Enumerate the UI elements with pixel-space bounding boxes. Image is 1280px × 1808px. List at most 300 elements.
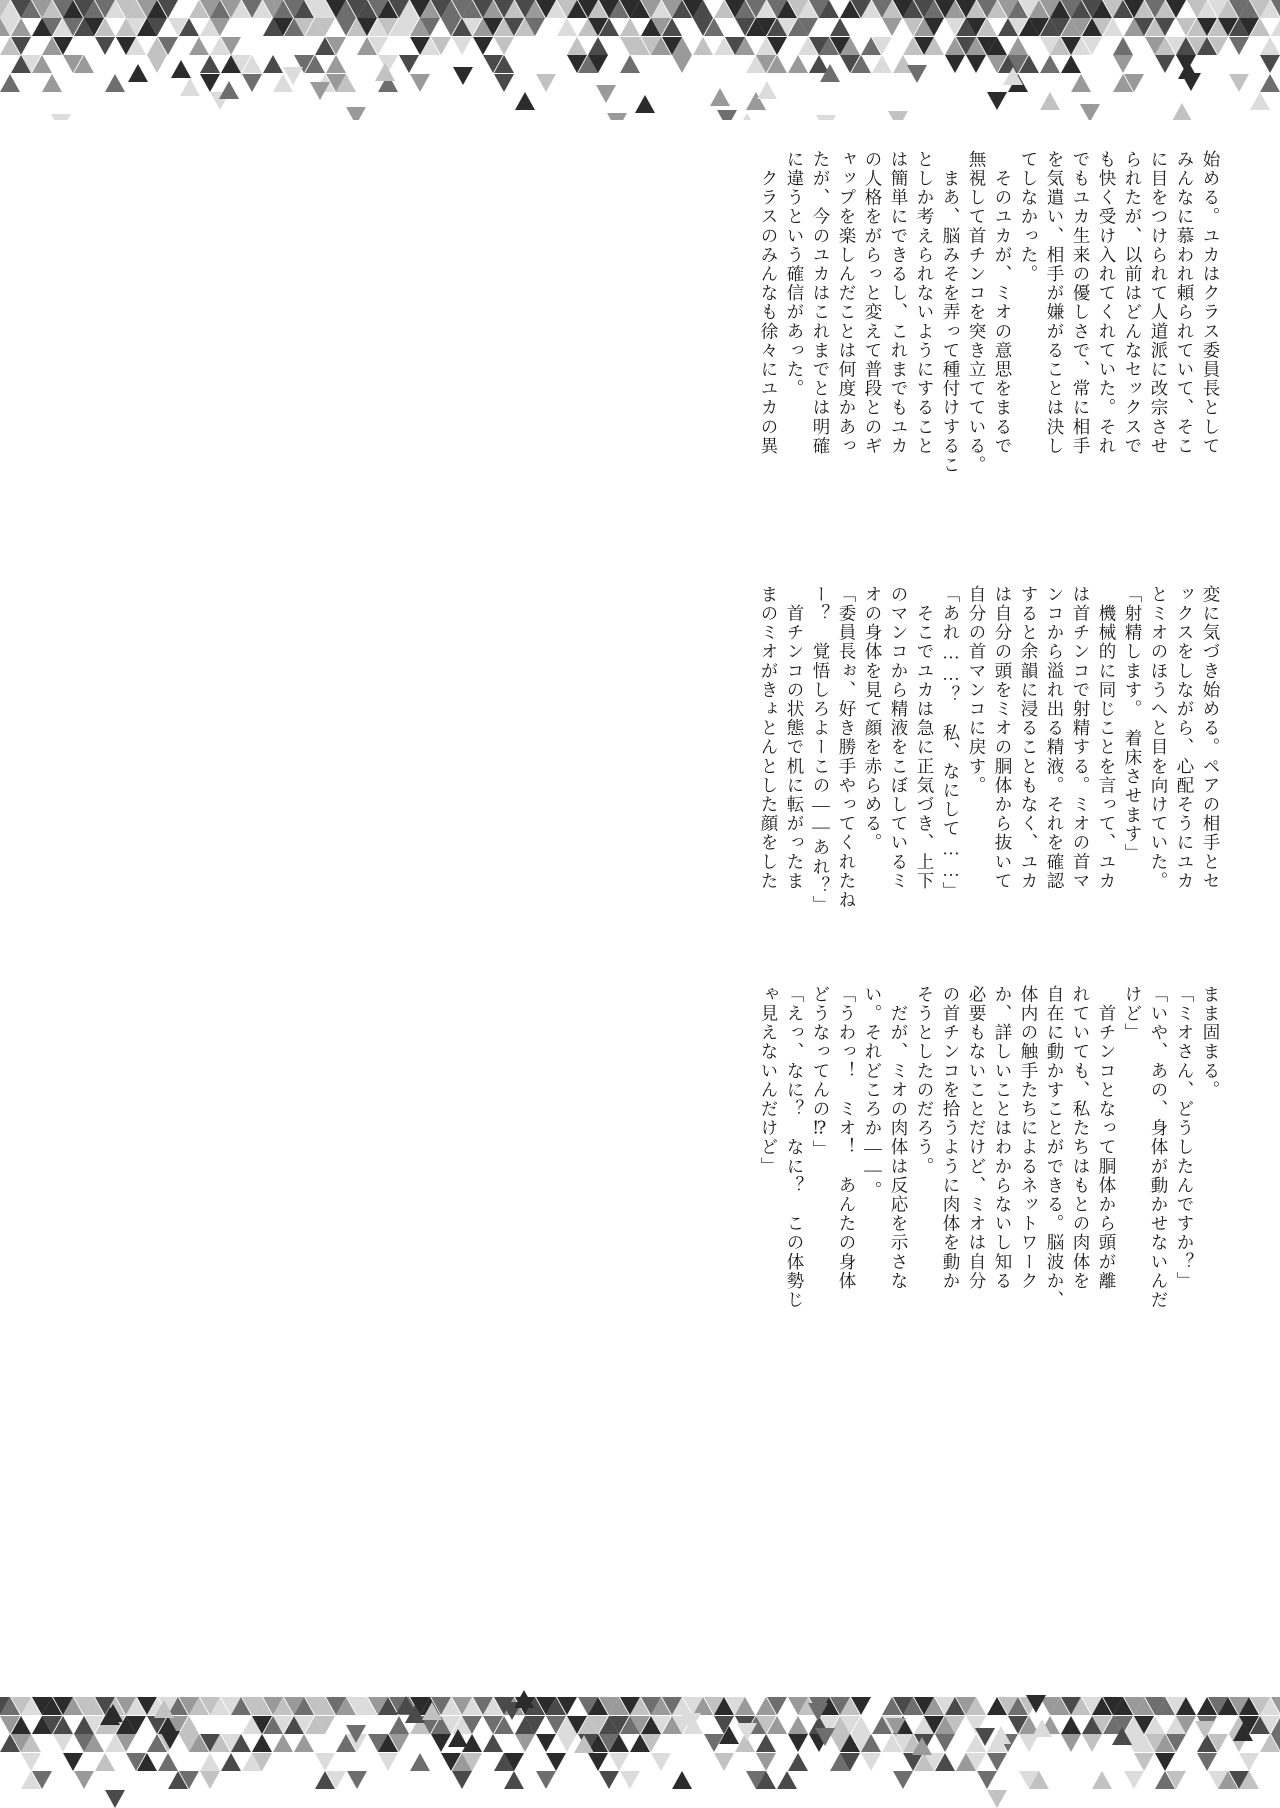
triangle-decoration <box>116 1734 136 1752</box>
triangle-decoration <box>378 1753 398 1771</box>
triangle-decoration <box>74 1734 94 1752</box>
triangle-decoration <box>154 1700 174 1718</box>
triangle-decoration <box>607 113 627 121</box>
triangle-decoration <box>42 18 62 36</box>
triangle-decoration <box>808 1703 828 1721</box>
triangle-decoration <box>462 1697 482 1715</box>
triangle-decoration <box>914 1716 934 1734</box>
triangle-decoration <box>945 0 965 18</box>
triangle-decoration <box>1208 37 1228 55</box>
text-column: 自在に動かすことができる。脳波か、 <box>1045 985 1065 1310</box>
triangle-decoration <box>1166 1697 1186 1715</box>
triangle-decoration <box>767 0 787 18</box>
triangle-decoration <box>756 55 776 73</box>
triangle-decoration <box>32 18 52 36</box>
triangle-decoration <box>1019 1771 1039 1789</box>
triangle-decoration <box>1218 18 1238 36</box>
triangle-decoration <box>294 1716 314 1734</box>
triangle-decoration <box>1040 37 1060 55</box>
triangle-decoration <box>1124 18 1144 36</box>
triangle-decoration <box>1134 1753 1154 1771</box>
triangle-decoration <box>515 18 535 36</box>
triangle-decoration <box>1092 18 1112 36</box>
triangle-decoration <box>420 37 440 55</box>
triangle-decoration <box>1019 18 1039 36</box>
triangle-decoration <box>336 18 356 36</box>
triangle-decoration <box>662 1716 682 1734</box>
triangle-decoration <box>0 1716 20 1734</box>
triangle-decoration <box>788 18 808 36</box>
triangle-decoration <box>116 37 136 55</box>
triangle-decoration <box>851 1734 871 1752</box>
triangle-decoration <box>32 55 52 73</box>
triangle-decoration <box>137 18 157 36</box>
triangle-decoration <box>914 1753 934 1771</box>
triangle-decoration <box>798 0 818 18</box>
triangle-decoration <box>1195 1721 1215 1739</box>
triangle-decoration <box>473 0 493 18</box>
triangle-decoration <box>987 0 1007 18</box>
triangle-decoration <box>221 1734 241 1752</box>
triangle-decoration <box>840 0 860 18</box>
triangle-decoration <box>242 74 262 92</box>
triangle-decoration <box>63 18 83 36</box>
triangle-decoration <box>1112 1727 1132 1745</box>
triangle-decoration <box>914 0 934 18</box>
text-column: も快く受け入れてくれていた。それ <box>1097 150 1117 456</box>
triangle-decoration <box>53 1734 73 1752</box>
triangle-decoration <box>630 1734 650 1752</box>
triangle-decoration <box>662 18 682 36</box>
triangle-decoration <box>1113 37 1133 55</box>
triangle-decoration <box>315 74 335 92</box>
triangle-decoration <box>1032 1719 1052 1737</box>
triangle-decoration <box>32 1697 52 1715</box>
triangle-decoration <box>893 1716 913 1734</box>
triangle-decoration <box>389 1716 409 1734</box>
triangle-decoration <box>1250 18 1270 36</box>
triangle-decoration <box>410 74 430 92</box>
triangle-decoration <box>378 1697 398 1715</box>
triangle-decoration <box>714 1753 734 1771</box>
triangle-decoration <box>737 113 757 120</box>
triangle-decoration <box>557 18 577 36</box>
triangle-decoration <box>735 0 755 18</box>
triangle-decoration <box>32 1771 52 1789</box>
triangle-decoration <box>588 0 608 18</box>
triangle-decoration <box>273 1697 293 1715</box>
triangle-decoration <box>158 1753 178 1771</box>
triangle-decoration <box>914 37 934 55</box>
triangle-decoration <box>882 18 902 36</box>
triangle-decoration <box>1113 1716 1133 1734</box>
triangle-decoration <box>420 1697 440 1715</box>
triangle-decoration <box>473 18 493 36</box>
triangle-decoration <box>1260 1734 1280 1752</box>
triangle-decoration <box>819 1697 839 1715</box>
triangle-decoration <box>103 1704 123 1722</box>
triangle-decoration <box>1233 1723 1253 1741</box>
triangle-decoration <box>998 55 1018 73</box>
triangle-decoration <box>987 37 1007 55</box>
triangle-decoration <box>1092 1716 1112 1734</box>
triangle-decoration <box>820 64 840 82</box>
triangle-decoration <box>11 1697 31 1715</box>
triangle-decoration <box>1271 1697 1280 1715</box>
triangle-decoration <box>0 1734 20 1752</box>
triangle-decoration <box>882 1716 902 1734</box>
triangle-decoration <box>746 92 766 110</box>
triangle-decoration <box>158 1716 178 1734</box>
triangle-decoration <box>1008 0 1028 18</box>
triangle-decoration <box>189 0 209 18</box>
triangle-decoration <box>1103 1697 1123 1715</box>
triangle-decoration <box>1208 0 1228 18</box>
triangle-decoration <box>483 55 503 73</box>
triangle-decoration <box>966 0 986 18</box>
text-column: どうなってんの⁉」 <box>811 985 831 1160</box>
triangle-decoration <box>1019 1734 1039 1752</box>
triangle-decoration <box>1145 37 1165 55</box>
triangle-decoration <box>452 1716 472 1734</box>
text-column: まのミオがきょとんとした顔をした <box>759 585 779 891</box>
triangle-decoration <box>273 74 293 92</box>
triangle-decoration <box>32 0 52 18</box>
triangle-decoration <box>1239 0 1259 18</box>
text-column: そこでユカは急に正気づき、上下 <box>915 585 935 891</box>
triangle-decoration <box>1166 0 1186 18</box>
triangle-decoration <box>504 0 524 18</box>
triangle-decoration <box>1050 1697 1070 1715</box>
triangle-decoration <box>1239 1771 1259 1789</box>
triangle-decoration <box>147 37 167 55</box>
triangle-decoration <box>998 1697 1018 1715</box>
triangle-decoration <box>767 18 787 36</box>
triangle-decoration <box>599 18 619 36</box>
triangle-decoration <box>1071 37 1091 55</box>
triangle-decoration <box>21 1771 41 1789</box>
triangle-decoration <box>1208 18 1228 36</box>
text-column: を気遣い、相手が嫌がることは決し <box>1045 150 1065 456</box>
triangle-decoration <box>21 0 41 18</box>
triangle-decoration <box>137 1753 157 1771</box>
triangle-decoration <box>1113 0 1133 18</box>
triangle-decoration <box>567 37 587 55</box>
triangle-decoration <box>375 63 395 81</box>
triangle-decoration <box>231 1734 251 1752</box>
triangle-decoration <box>1250 92 1270 110</box>
text-column: ンコから溢れ出る精液。それを確認 <box>1045 585 1065 891</box>
triangle-decoration <box>0 0 20 18</box>
triangle-decoration <box>977 37 997 55</box>
text-column: すると余韻に浸ることもなく、ユカ <box>1019 585 1039 891</box>
triangle-decoration <box>599 0 619 18</box>
triangle-decoration <box>105 1790 125 1808</box>
triangle-decoration <box>809 37 829 55</box>
triangle-decoration <box>975 1728 995 1746</box>
triangle-decoration <box>1040 55 1060 73</box>
triangle-decoration <box>651 18 671 36</box>
triangle-decoration <box>635 95 655 113</box>
triangle-decoration <box>1103 18 1123 36</box>
triangle-decoration <box>641 18 661 36</box>
text-column: ックスをしながら、心配そうにユカ <box>1175 585 1195 891</box>
triangle-decoration <box>473 37 493 55</box>
triangle-decoration <box>851 0 871 18</box>
triangle-decoration <box>1003 67 1023 85</box>
triangle-decoration <box>588 1697 608 1715</box>
text-column: られたが、以前はどんなセックスで <box>1123 150 1143 456</box>
triangle-decoration <box>630 0 650 18</box>
triangle-decoration <box>599 1734 619 1752</box>
triangle-decoration <box>756 18 776 36</box>
text-column: れていても、私たちはもとの肉体を <box>1071 985 1091 1291</box>
triangle-decoration <box>620 18 640 36</box>
triangle-decoration <box>221 1753 241 1771</box>
triangle-decoration <box>746 1716 766 1734</box>
triangle-decoration <box>1260 1697 1280 1715</box>
triangle-decoration <box>53 0 73 18</box>
triangle-decoration <box>672 1716 692 1734</box>
triangle-decoration <box>767 1716 787 1734</box>
triangle-decoration <box>1145 1697 1165 1715</box>
triangle-decoration <box>1008 37 1028 55</box>
triangle-decoration <box>515 1716 535 1734</box>
triangle-decoration <box>588 1753 608 1771</box>
triangle-decoration <box>681 1713 701 1731</box>
triangle-decoration <box>1134 1716 1154 1734</box>
triangle-decoration <box>725 37 745 55</box>
triangle-decoration <box>819 37 839 55</box>
triangle-decoration <box>924 0 944 18</box>
triangle-decoration <box>283 67 303 85</box>
text-column: 「ミオさん、どうしたんですか？」 <box>1175 985 1195 1291</box>
triangle-decoration <box>1197 1753 1217 1771</box>
triangle-decoration <box>714 1697 734 1715</box>
triangle-decoration <box>357 1697 377 1715</box>
triangle-decoration <box>630 37 650 55</box>
triangle-decoration <box>368 0 388 18</box>
triangle-decoration <box>830 1716 850 1734</box>
triangle-decoration <box>294 0 314 18</box>
triangle-decoration <box>441 0 461 18</box>
text-block-1 <box>754 150 1222 550</box>
triangle-decoration <box>483 18 503 36</box>
triangle-decoration <box>42 74 62 92</box>
triangle-decoration <box>252 1697 272 1715</box>
triangle-decoration <box>620 1716 640 1734</box>
triangle-decoration <box>672 0 692 18</box>
triangle-decoration <box>1271 1734 1280 1752</box>
triangle-decoration <box>1008 1716 1028 1734</box>
triangle-decoration <box>714 1716 734 1734</box>
triangle-decoration <box>987 1753 1007 1771</box>
triangle-decoration <box>1050 37 1070 55</box>
triangle-decoration <box>798 18 818 36</box>
triangle-decoration <box>326 1771 346 1789</box>
triangle-decoration <box>1082 1716 1102 1734</box>
triangle-decoration <box>452 37 472 55</box>
triangle-decoration <box>893 0 913 18</box>
text-column: ャップを楽しんだことは何度かあっ <box>837 150 857 456</box>
triangle-decoration <box>452 1771 472 1789</box>
triangle-decoration <box>861 37 881 55</box>
triangle-decoration <box>987 55 1007 73</box>
triangle-decoration <box>609 1753 629 1771</box>
triangle-decoration <box>63 0 83 18</box>
triangle-decoration <box>200 55 220 73</box>
text-column: 変に気づき始める。ペアの相手とセ <box>1201 585 1221 891</box>
triangle-decoration <box>126 1697 146 1715</box>
triangle-decoration <box>651 37 671 55</box>
triangle-decoration <box>966 1716 986 1734</box>
triangle-decoration <box>315 37 335 55</box>
triangle-decoration <box>462 1753 482 1771</box>
triangle-decoration <box>452 0 472 18</box>
triangle-decoration <box>252 1716 272 1734</box>
triangle-decoration <box>21 1734 41 1752</box>
triangle-decoration <box>1197 1697 1217 1715</box>
triangle-decoration <box>0 1697 20 1715</box>
triangle-decoration <box>74 0 94 18</box>
triangle-decoration <box>200 1753 220 1771</box>
triangle-decoration <box>504 1771 524 1789</box>
triangle-decoration <box>1040 0 1060 18</box>
triangle-decoration <box>200 18 220 36</box>
triangle-decoration <box>336 0 356 18</box>
triangle-decoration <box>305 1697 325 1715</box>
triangle-decoration <box>1040 1697 1060 1715</box>
triangle-decoration <box>1124 1697 1144 1715</box>
triangle-decoration <box>242 1697 262 1715</box>
triangle-decoration <box>305 0 325 18</box>
triangle-decoration <box>1176 18 1196 36</box>
triangle-decoration <box>105 0 125 18</box>
triangle-decoration <box>809 1734 829 1752</box>
triangle-decoration <box>599 1697 619 1715</box>
triangle-decoration <box>74 1697 94 1715</box>
triangle-decoration <box>1019 1697 1039 1715</box>
triangle-decoration <box>420 1716 440 1734</box>
triangle-decoration <box>0 0 10 18</box>
text-column: か、詳しいことはわからないし知る <box>993 985 1013 1291</box>
triangle-decoration <box>1176 1697 1196 1715</box>
triangle-decoration <box>815 1728 835 1746</box>
triangle-decoration <box>966 1697 986 1715</box>
triangle-decoration <box>935 1734 955 1752</box>
triangle-decoration <box>494 55 514 73</box>
triangle-decoration <box>378 74 398 92</box>
triangle-decoration <box>1229 1771 1249 1789</box>
triangle-decoration <box>683 1716 703 1734</box>
triangle-decoration <box>1155 1771 1175 1789</box>
text-column: 「いや、あの、身体が動かせないんだ <box>1149 985 1169 1310</box>
triangle-decoration <box>630 1697 650 1715</box>
triangle-decoration <box>578 1716 598 1734</box>
triangle-decoration <box>284 1716 304 1734</box>
text-column: 「うわっ！ ミオ！ あんたの身体 <box>837 985 857 1291</box>
triangle-decoration <box>557 1697 577 1715</box>
text-column: 始める。ユカはクラス委員長として <box>1201 150 1221 456</box>
triangle-decoration <box>1113 55 1133 73</box>
triangle-decoration <box>399 0 419 18</box>
triangle-decoration <box>620 1697 640 1715</box>
triangle-decoration <box>53 18 73 36</box>
triangle-decoration <box>273 18 293 36</box>
triangle-decoration <box>903 1697 923 1715</box>
triangle-decoration <box>514 1690 534 1708</box>
triangle-decoration <box>788 1734 808 1752</box>
triangle-decoration <box>284 1697 304 1715</box>
triangle-decoration <box>147 1734 167 1752</box>
triangle-decoration <box>147 1716 167 1734</box>
triangle-decoration <box>515 0 535 18</box>
triangle-decoration <box>599 1716 619 1734</box>
triangle-decoration <box>410 1716 430 1734</box>
triangle-decoration <box>1229 1734 1249 1752</box>
triangle-decoration <box>956 18 976 36</box>
text-column: は自分の頭をミオの胴体から抜いて <box>993 585 1013 891</box>
triangle-decoration <box>389 1697 409 1715</box>
triangle-decoration <box>452 1753 472 1771</box>
triangle-decoration <box>263 1716 283 1734</box>
triangle-decoration <box>1082 18 1102 36</box>
triangle-decoration <box>378 0 398 18</box>
triangle-decoration <box>788 1753 808 1771</box>
triangle-decoration <box>851 1716 871 1734</box>
triangle-decoration <box>399 55 419 73</box>
triangle-decoration <box>410 1753 430 1771</box>
triangle-decoration <box>347 1697 367 1715</box>
triangle-decoration <box>294 1697 314 1715</box>
text-column: 首チンコとなって胴体から頭が離 <box>1097 985 1117 1291</box>
triangle-decoration <box>100 1707 120 1725</box>
triangle-decoration <box>378 18 398 36</box>
triangle-decoration <box>903 37 923 55</box>
triangle-decoration <box>310 82 330 100</box>
triangle-decoration <box>1061 37 1081 55</box>
triangle-decoration <box>171 60 191 78</box>
triangle-decoration <box>51 114 71 120</box>
triangle-decoration <box>717 110 737 120</box>
triangle-decoration <box>410 0 430 18</box>
triangle-decoration <box>1019 0 1039 18</box>
triangle-decoration <box>1155 1753 1175 1771</box>
triangle-decoration <box>1134 1697 1154 1715</box>
triangle-decoration <box>21 1697 41 1715</box>
triangle-decoration <box>315 18 335 36</box>
triangle-decoration <box>956 1697 976 1715</box>
triangle-decoration <box>1040 92 1060 110</box>
triangle-decoration <box>483 0 503 18</box>
triangle-decoration <box>1229 74 1249 92</box>
triangle-decoration <box>546 0 566 18</box>
triangle-decoration <box>389 18 409 36</box>
triangle-decoration <box>914 1734 934 1752</box>
triangle-decoration <box>788 1697 808 1715</box>
triangle-decoration <box>872 1716 892 1734</box>
triangle-decoration <box>494 1753 514 1771</box>
triangle-decoration <box>347 18 367 36</box>
triangle-decoration <box>903 0 923 18</box>
triangle-decoration <box>719 1726 739 1744</box>
triangle-decoration <box>1008 18 1028 36</box>
triangle-decoration <box>95 0 115 18</box>
triangle-decoration <box>1061 0 1081 18</box>
triangle-decoration <box>809 1697 829 1715</box>
triangle-decoration <box>651 1697 671 1715</box>
triangle-decoration <box>987 1790 1007 1808</box>
